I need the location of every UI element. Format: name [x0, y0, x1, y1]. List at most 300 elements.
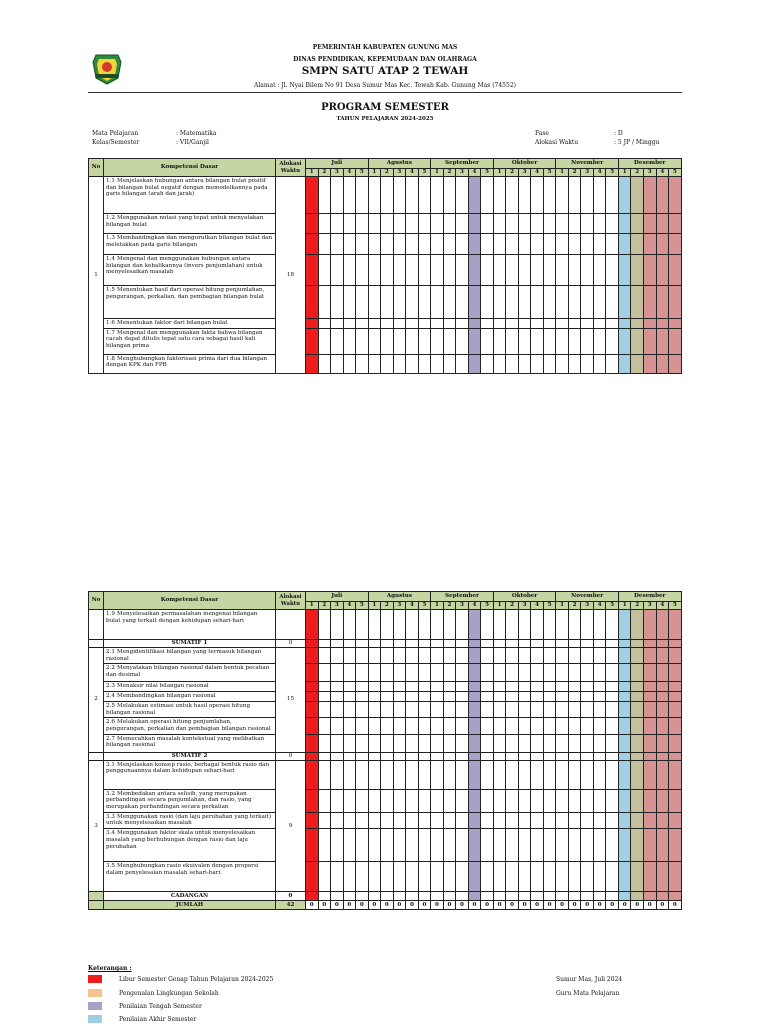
week-cell [556, 789, 569, 812]
week-cell [631, 789, 644, 812]
week-cell [356, 610, 369, 640]
week-cell [568, 177, 581, 214]
week-cell [606, 648, 619, 664]
week-cell [343, 760, 356, 789]
week-cell [493, 760, 506, 789]
week-cell [506, 812, 519, 828]
week-cell [644, 177, 657, 214]
week-cell [581, 789, 594, 812]
week-cell [356, 892, 369, 901]
competency-number: 1.2 [106, 215, 115, 221]
week-cell [656, 812, 669, 828]
header-month: Juli [306, 592, 369, 602]
week-cell [506, 319, 519, 329]
jumlah-week-total: 0 [343, 901, 356, 910]
week-cell [568, 682, 581, 692]
week-cell [331, 214, 344, 234]
week-cell [506, 177, 519, 214]
jumlah-week-total: 0 [443, 901, 456, 910]
jumlah-week-total: 0 [493, 901, 506, 910]
week-cell [318, 760, 331, 789]
week-cell [568, 812, 581, 828]
week-cell [456, 734, 469, 752]
legend-title: Keterangan : [88, 965, 132, 972]
week-cell [493, 701, 506, 717]
week-cell [493, 664, 506, 682]
week-cell [631, 664, 644, 682]
week-cell [356, 640, 369, 648]
week-cell [356, 286, 369, 319]
week-cell [669, 829, 682, 862]
week-cell [343, 177, 356, 214]
week-cell [644, 255, 657, 286]
week-cell [468, 664, 481, 682]
week-cell [368, 648, 381, 664]
week-cell [381, 760, 394, 789]
week-cell [644, 701, 657, 717]
unit-allocation: 9 [276, 760, 306, 892]
week-cell [656, 789, 669, 812]
week-cell [368, 664, 381, 682]
header-week: 4 [343, 602, 356, 610]
week-cell [306, 319, 319, 329]
week-cell [456, 718, 469, 734]
competency-number: 3.3 [106, 813, 115, 820]
week-cell [356, 789, 369, 812]
week-cell [456, 760, 469, 789]
week-cell [443, 286, 456, 319]
jumlah-week-total: 0 [543, 901, 556, 910]
week-cell [468, 319, 481, 329]
week-cell [656, 862, 669, 892]
header-week: 1 [431, 602, 444, 610]
legend-text-midterm: Penilaian Tengah Semester [119, 1003, 202, 1010]
week-cell [669, 760, 682, 789]
header-week: 3 [456, 169, 469, 177]
week-cell [481, 692, 494, 702]
week-cell [356, 234, 369, 255]
week-cell [531, 328, 544, 354]
school-name: SMPN SATU ATAP 2 TEWAH [301, 65, 469, 77]
week-cell [356, 701, 369, 717]
week-cell [568, 255, 581, 286]
week-cell [418, 648, 431, 664]
header-week: 3 [581, 602, 594, 610]
week-cell [343, 610, 356, 640]
week-cell [406, 354, 419, 373]
week-cell [631, 862, 644, 892]
week-cell [481, 354, 494, 373]
week-cell [406, 286, 419, 319]
week-cell [431, 640, 444, 648]
week-cell [443, 789, 456, 812]
week-cell [443, 610, 456, 640]
week-cell [368, 328, 381, 354]
week-cell [481, 734, 494, 752]
week-cell [431, 177, 444, 214]
jumlah-value: 42 [276, 901, 306, 910]
week-cell [443, 214, 456, 234]
week-cell [343, 812, 356, 828]
week-cell [581, 640, 594, 648]
week-cell [456, 892, 469, 901]
week-cell [456, 752, 469, 760]
week-cell [669, 692, 682, 702]
class-value: : VII/Ganjil [176, 139, 209, 146]
week-cell [331, 354, 344, 373]
competency-number: 3.2 [106, 790, 115, 797]
week-cell [669, 734, 682, 752]
week-cell [656, 234, 669, 255]
week-cell [581, 760, 594, 789]
week-cell [493, 752, 506, 760]
week-cell [468, 812, 481, 828]
week-cell [669, 752, 682, 760]
week-cell [644, 234, 657, 255]
week-cell [531, 664, 544, 682]
week-cell [318, 752, 331, 760]
week-cell [656, 752, 669, 760]
week-cell [343, 214, 356, 234]
week-cell [644, 718, 657, 734]
week-cell [593, 214, 606, 234]
week-cell [343, 255, 356, 286]
unit-allocation: 15 [276, 648, 306, 753]
week-cell [468, 177, 481, 214]
jumlah-week-total: 0 [506, 901, 519, 910]
week-cell [343, 892, 356, 901]
signature-role: Guru Mata Pelajaran [556, 990, 620, 997]
week-cell [318, 892, 331, 901]
week-cell [581, 701, 594, 717]
jumlah-week-total: 0 [468, 901, 481, 910]
week-cell [356, 664, 369, 682]
week-cell [456, 640, 469, 648]
week-cell [618, 648, 631, 664]
week-cell [581, 829, 594, 862]
week-cell [356, 319, 369, 329]
competency-item [104, 328, 276, 354]
legend-text-final: Penilaian Akhir Semester [119, 1016, 197, 1023]
week-cell [306, 640, 319, 648]
week-cell [356, 177, 369, 214]
week-cell [381, 664, 394, 682]
week-cell [531, 752, 544, 760]
week-cell [656, 319, 669, 329]
week-cell [493, 734, 506, 752]
header-week: 5 [669, 169, 682, 177]
week-cell [481, 214, 494, 234]
letterhead [88, 44, 682, 94]
header-alokasi: Alokasi Waktu [276, 159, 306, 177]
header-week: 5 [606, 169, 619, 177]
legend-swatch-holiday [88, 975, 102, 983]
week-cell [343, 319, 356, 329]
week-cell [593, 177, 606, 214]
week-cell [506, 789, 519, 812]
week-cell [656, 640, 669, 648]
week-cell [581, 328, 594, 354]
week-cell [381, 682, 394, 692]
header-month: November [556, 592, 619, 602]
week-cell [543, 718, 556, 734]
week-cell [493, 648, 506, 664]
week-cell [468, 255, 481, 286]
week-cell [443, 648, 456, 664]
week-cell [543, 789, 556, 812]
week-cell [593, 789, 606, 812]
week-cell [656, 892, 669, 901]
header-week: 4 [531, 602, 544, 610]
week-cell [556, 177, 569, 214]
week-cell [368, 812, 381, 828]
week-cell [556, 664, 569, 682]
header-month: Oktober [493, 592, 556, 602]
week-cell [393, 610, 406, 640]
week-cell [631, 692, 644, 702]
week-cell [356, 752, 369, 760]
week-cell [406, 789, 419, 812]
week-cell [318, 234, 331, 255]
week-cell [644, 892, 657, 901]
competency-text: Menggunakan faktor skala untuk menyelesaikan masalah yang berhubungan dengan rasio dan laju perubahan [106, 830, 256, 850]
week-cell [331, 664, 344, 682]
week-cell [456, 664, 469, 682]
week-cell [543, 760, 556, 789]
week-cell [543, 328, 556, 354]
week-cell [606, 354, 619, 373]
week-cell [418, 286, 431, 319]
competency-item [104, 718, 276, 734]
sumatif-no [89, 640, 104, 648]
week-cell [493, 177, 506, 214]
week-cell [543, 286, 556, 319]
header-week: 2 [631, 169, 644, 177]
header-week: 3 [644, 169, 657, 177]
week-cell [318, 640, 331, 648]
week-cell [406, 692, 419, 702]
week-cell [518, 718, 531, 734]
competency-number: 1.1 [106, 178, 115, 184]
header-week: 2 [318, 602, 331, 610]
week-cell [631, 177, 644, 214]
week-cell [331, 234, 344, 255]
week-cell [543, 701, 556, 717]
week-cell [631, 234, 644, 255]
week-cell [306, 734, 319, 752]
week-cell [506, 682, 519, 692]
week-cell [356, 354, 369, 373]
week-cell [481, 177, 494, 214]
week-cell [443, 234, 456, 255]
week-cell [443, 354, 456, 373]
week-cell [468, 829, 481, 862]
week-cell [331, 734, 344, 752]
week-cell [606, 892, 619, 901]
week-cell [393, 664, 406, 682]
week-cell [393, 648, 406, 664]
week-cell [669, 701, 682, 717]
header-week: 4 [343, 169, 356, 177]
week-cell [556, 829, 569, 862]
week-cell [644, 328, 657, 354]
week-cell [556, 734, 569, 752]
header-week: 3 [581, 169, 594, 177]
week-cell [493, 682, 506, 692]
week-cell [418, 255, 431, 286]
week-cell [593, 760, 606, 789]
week-cell [506, 760, 519, 789]
week-cell [631, 610, 644, 640]
week-cell [631, 829, 644, 862]
header-week: 1 [618, 602, 631, 610]
week-cell [356, 214, 369, 234]
week-cell [531, 862, 544, 892]
week-cell [481, 862, 494, 892]
time-allocation-value: : 5 JP / Minggu [614, 139, 660, 146]
week-cell [644, 286, 657, 319]
week-cell [418, 692, 431, 702]
week-cell [331, 328, 344, 354]
competency-number: 2.1 [106, 649, 115, 655]
jumlah-week-total: 0 [556, 901, 569, 910]
week-cell [406, 718, 419, 734]
week-cell [431, 734, 444, 752]
week-cell [456, 829, 469, 862]
competency-text: Menentukan hasil dari operasi hitung penjumlahan, pengurangan, perkalian, dan pembagian bilangan bulat [106, 287, 265, 300]
week-cell [368, 789, 381, 812]
week-cell [518, 354, 531, 373]
week-cell [543, 610, 556, 640]
week-cell [318, 255, 331, 286]
week-cell [606, 812, 619, 828]
competency-item [104, 682, 276, 692]
header-week: 2 [506, 602, 519, 610]
header-month: Desember [618, 592, 681, 602]
competency-text: Menjelaskan konsep rasio, berbagai bentuk rasio dan penggunaannya dalam kehidupan sehari-hari [106, 761, 270, 775]
week-cell [606, 682, 619, 692]
week-cell [406, 812, 419, 828]
week-cell [318, 789, 331, 812]
competency-number: 1.5 [106, 287, 115, 293]
week-cell [331, 648, 344, 664]
week-cell [318, 214, 331, 234]
week-cell [456, 255, 469, 286]
week-cell [656, 214, 669, 234]
week-cell [431, 354, 444, 373]
jumlah-week-total: 0 [669, 901, 682, 910]
week-cell [531, 610, 544, 640]
week-cell [518, 255, 531, 286]
week-cell [506, 829, 519, 862]
unit-allocation: 18 [276, 177, 306, 374]
week-cell [669, 319, 682, 329]
header-week: 5 [543, 602, 556, 610]
week-cell [481, 286, 494, 319]
sumatif-label: SUMATIF 2 [104, 752, 276, 760]
week-cell [443, 862, 456, 892]
week-cell [518, 286, 531, 319]
header-week: 3 [644, 602, 657, 610]
week-cell [556, 255, 569, 286]
week-cell [356, 682, 369, 692]
week-cell [381, 319, 394, 329]
week-cell [468, 640, 481, 648]
week-cell [656, 648, 669, 664]
week-cell [418, 640, 431, 648]
week-cell [393, 640, 406, 648]
week-cell [393, 829, 406, 862]
week-cell [656, 760, 669, 789]
competency-item [104, 692, 276, 702]
header-week: 1 [618, 169, 631, 177]
week-cell [418, 234, 431, 255]
phase-label: Fase [535, 130, 549, 137]
week-cell [393, 234, 406, 255]
week-cell [343, 692, 356, 702]
week-cell [593, 734, 606, 752]
jumlah-week-total: 0 [518, 901, 531, 910]
week-cell [418, 718, 431, 734]
week-cell [431, 760, 444, 789]
week-cell [406, 610, 419, 640]
competency-number: 1.7 [106, 329, 115, 336]
competency-text: Membandingkan bilangan rasional [117, 693, 216, 700]
week-cell [581, 648, 594, 664]
competency-item [104, 234, 276, 255]
week-cell [581, 752, 594, 760]
week-cell [618, 718, 631, 734]
week-cell [518, 734, 531, 752]
week-cell [531, 214, 544, 234]
week-cell [506, 692, 519, 702]
week-cell [618, 610, 631, 640]
sumatif-value: 0 [276, 640, 306, 648]
week-cell [669, 892, 682, 901]
week-cell [606, 177, 619, 214]
week-cell [368, 214, 381, 234]
week-cell [506, 648, 519, 664]
week-cell [518, 682, 531, 692]
week-cell [481, 829, 494, 862]
week-cell [468, 328, 481, 354]
week-cell [568, 734, 581, 752]
week-cell [481, 701, 494, 717]
week-cell [581, 354, 594, 373]
cadangan-value: 0 [276, 892, 306, 901]
week-cell [606, 286, 619, 319]
week-cell [531, 789, 544, 812]
week-cell [631, 892, 644, 901]
week-cell [631, 734, 644, 752]
week-cell [418, 610, 431, 640]
header-week: 3 [331, 169, 344, 177]
week-cell [593, 692, 606, 702]
competency-number: 2.2 [106, 665, 115, 672]
week-cell [618, 760, 631, 789]
week-cell [318, 692, 331, 702]
week-cell [306, 862, 319, 892]
header-month: Agustus [368, 592, 431, 602]
week-cell [431, 214, 444, 234]
competency-number: 2.7 [106, 735, 115, 742]
competency-number: 2.6 [106, 719, 115, 726]
week-cell [468, 682, 481, 692]
week-cell [331, 862, 344, 892]
week-cell [581, 664, 594, 682]
week-cell [618, 640, 631, 648]
week-cell [406, 682, 419, 692]
